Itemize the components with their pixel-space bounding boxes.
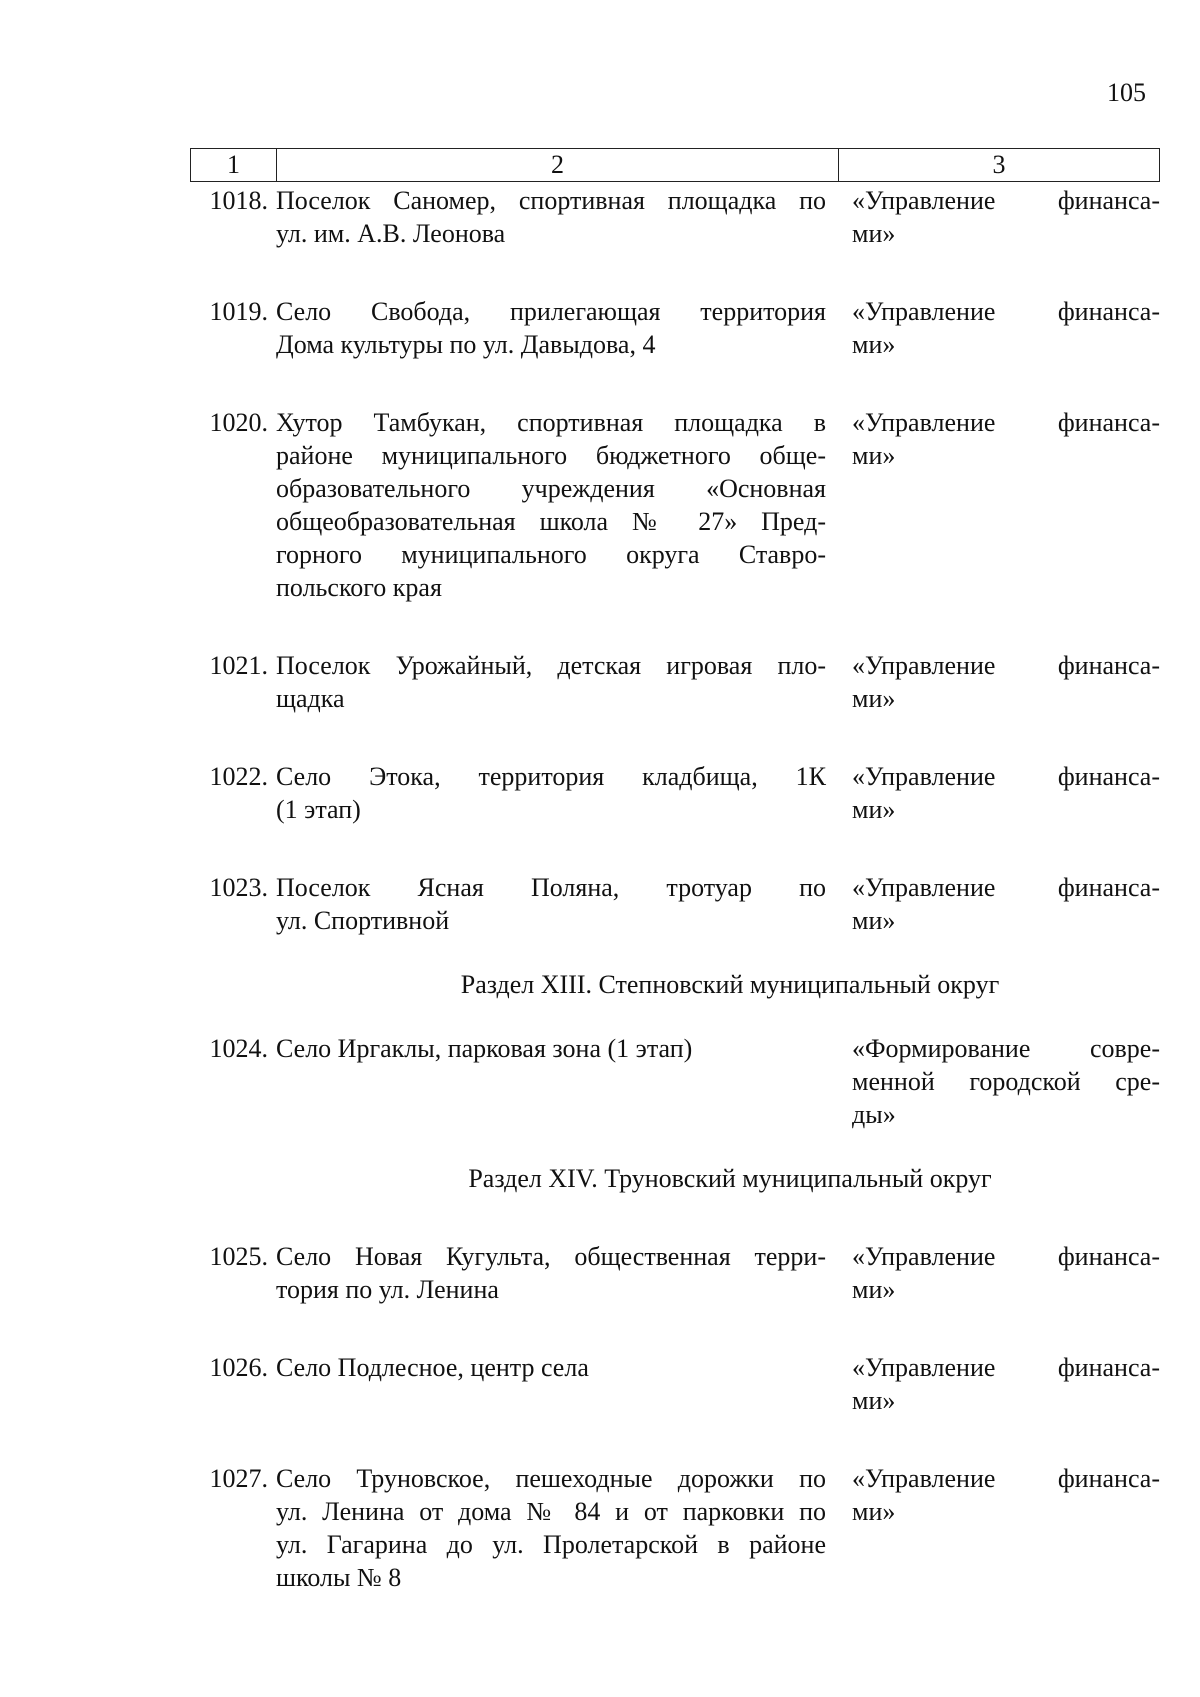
program-line xyxy=(852,871,1160,904)
row-program xyxy=(838,295,1160,361)
row-program xyxy=(838,1240,1160,1306)
table-row xyxy=(190,649,1160,715)
program-line xyxy=(852,295,1160,328)
desc-line: тория по ул. Ленина xyxy=(276,1275,499,1304)
program-text: совре- xyxy=(1089,1034,1160,1063)
row-program xyxy=(838,1351,1160,1417)
row-number: 1025. xyxy=(209,1242,268,1271)
desc-line: Село Новая Кугульта, общественная терри- xyxy=(276,1242,826,1271)
row-number: 1020. xyxy=(209,408,268,437)
program-text: «Управление xyxy=(852,1353,996,1382)
header-col-2: 2 xyxy=(277,149,839,181)
page-number: 105 xyxy=(1107,78,1146,107)
desc-line: Село Свобода, прилегающая территория xyxy=(276,297,826,326)
program-text: финанса- xyxy=(1057,762,1160,791)
program-text: ми» xyxy=(852,1497,896,1526)
row-description xyxy=(276,871,838,937)
row-program xyxy=(838,760,1160,826)
row-description xyxy=(276,184,838,250)
program-text: менной городской сре- xyxy=(852,1067,1160,1096)
desc-line: образовательного учреждения «Основная xyxy=(276,474,826,503)
row-program xyxy=(838,1032,1160,1131)
table-row xyxy=(190,1240,1160,1306)
row-description xyxy=(276,1462,838,1594)
section-heading: Раздел XIII. Степновский муниципальный округ xyxy=(460,970,1000,999)
program-text: финанса- xyxy=(1057,297,1160,326)
program-text: «Управление xyxy=(852,762,996,791)
program-text: «Управление xyxy=(852,297,996,326)
desc-line: щадка xyxy=(276,684,345,713)
row-number: 1019. xyxy=(209,297,268,326)
row-program xyxy=(838,871,1160,937)
desc-line: (1 этап) xyxy=(276,795,361,824)
desc-line: Село Этока, территория кладбища, 1К xyxy=(276,762,826,791)
desc-line: Дома культуры по ул. Давыдова, 4 xyxy=(276,330,656,359)
desc-line: Поселок Урожайный, детская игровая пло- xyxy=(276,651,826,680)
desc-line: районе муниципального бюджетного обще- xyxy=(276,441,826,470)
table-row xyxy=(190,295,1160,361)
program-text: ми» xyxy=(852,1275,896,1304)
table-header xyxy=(190,148,1160,182)
row-program xyxy=(838,649,1160,715)
table-row xyxy=(190,871,1160,937)
program-text: ми» xyxy=(852,906,896,935)
row-number: 1018. xyxy=(209,186,268,215)
row-description xyxy=(276,760,838,826)
program-text: «Формирование xyxy=(852,1034,1031,1063)
program-text: финанса- xyxy=(1057,651,1160,680)
desc-line: общеобразовательная школа № 27» Пред- xyxy=(276,507,826,536)
program-text: «Управление xyxy=(852,651,996,680)
table-body xyxy=(190,184,1160,1594)
desc-line: Село Иргаклы, парковая зона (1 этап) xyxy=(276,1034,693,1063)
row-description xyxy=(276,295,838,361)
program-line xyxy=(852,1351,1160,1384)
program-text: финанса- xyxy=(1057,1242,1160,1271)
row-description xyxy=(276,1032,838,1131)
header-col-1: 1 xyxy=(191,149,277,181)
program-text: ми» xyxy=(852,330,896,359)
table-row xyxy=(190,1032,1160,1131)
row-number: 1027. xyxy=(209,1464,268,1493)
program-text: ми» xyxy=(852,795,896,824)
row-program xyxy=(838,184,1160,250)
program-line xyxy=(852,1240,1160,1273)
program-text: финанса- xyxy=(1057,873,1160,902)
program-text: ды» xyxy=(852,1100,896,1129)
program-line xyxy=(852,184,1160,217)
desc-line: ул. им. А.В. Леонова xyxy=(276,219,506,248)
program-text: ми» xyxy=(852,1386,896,1415)
row-program xyxy=(838,1462,1160,1594)
row-number: 1022. xyxy=(209,762,268,791)
section-heading: Раздел XIV. Труновский муниципальный округ xyxy=(468,1164,992,1193)
desc-line: Поселок Ясная Поляна, тротуар по xyxy=(276,873,826,902)
program-text: финанса- xyxy=(1057,1353,1160,1382)
table-row xyxy=(190,1351,1160,1417)
row-description xyxy=(276,649,838,715)
desc-line: школы № 8 xyxy=(276,1563,402,1592)
table-row xyxy=(190,1462,1160,1594)
row-description xyxy=(276,1351,838,1417)
program-text: финанса- xyxy=(1057,408,1160,437)
row-number: 1024. xyxy=(209,1034,268,1063)
desc-line: ул. Гагарина до ул. Пролетарской в районе xyxy=(276,1530,826,1559)
desc-line: Поселок Саномер, спортивная площадка по xyxy=(276,186,826,215)
program-text: «Управление xyxy=(852,1242,996,1271)
program-line xyxy=(852,760,1160,793)
header-col-3: 3 xyxy=(992,150,1006,179)
program-line xyxy=(852,406,1160,439)
table-row xyxy=(190,406,1160,604)
desc-line: польского края xyxy=(276,573,442,602)
row-description xyxy=(276,406,838,604)
program-text: финанса- xyxy=(1057,1464,1160,1493)
table-row xyxy=(190,760,1160,826)
program-text: ми» xyxy=(852,219,896,248)
program-line xyxy=(852,649,1160,682)
row-description xyxy=(276,1240,838,1306)
program-text: «Управление xyxy=(852,186,996,215)
desc-line: ул. Спортивной xyxy=(276,906,450,935)
program-line xyxy=(852,1032,1160,1065)
desc-line: горного муниципального округа Ставро- xyxy=(276,540,826,569)
row-number: 1023. xyxy=(209,873,268,902)
row-number: 1026. xyxy=(209,1353,268,1382)
program-text: «Управление xyxy=(852,1464,996,1493)
program-text: ми» xyxy=(852,684,896,713)
program-text: ми» xyxy=(852,441,896,470)
desc-line: Хутор Тамбукан, спортивная площадка в xyxy=(276,408,826,437)
row-program xyxy=(838,406,1160,604)
desc-line: ул. Ленина от дома № 84 и от парковки по xyxy=(276,1497,826,1526)
program-text: «Управление xyxy=(852,873,996,902)
table-row xyxy=(190,184,1160,250)
program-text: финанса- xyxy=(1057,186,1160,215)
desc-line: Село Труновское, пешеходные дорожки по xyxy=(276,1464,826,1493)
program-line xyxy=(852,1462,1160,1495)
program-text: «Управление xyxy=(852,408,996,437)
desc-line: Село Подлесное, центр села xyxy=(276,1353,589,1382)
row-number: 1021. xyxy=(209,651,268,680)
